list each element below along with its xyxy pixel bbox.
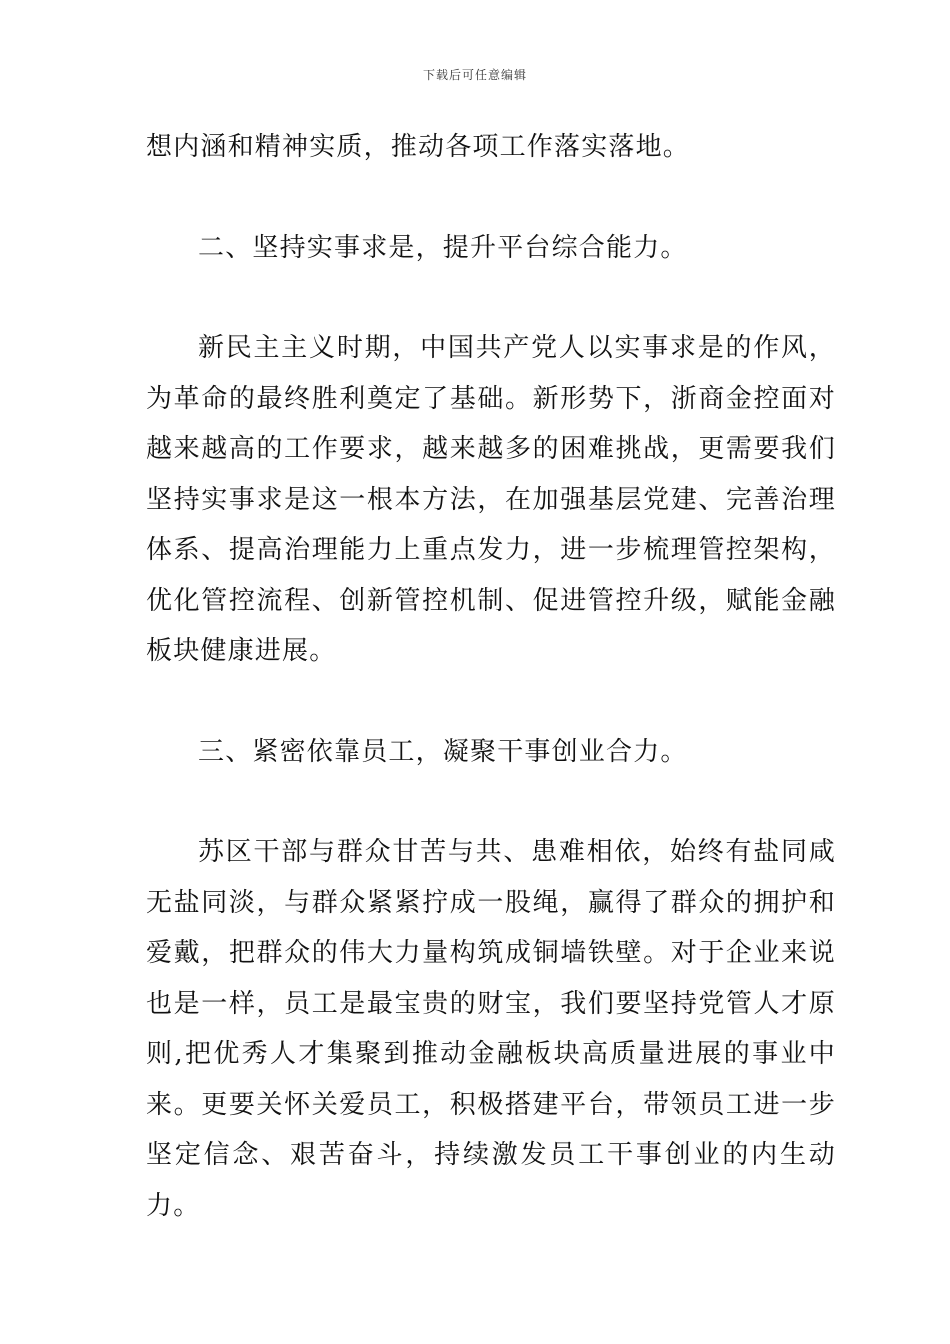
continued-paragraph: 想内涵和精神实质，推动各项工作落实落地。 [146, 132, 691, 162]
section-3-heading: 三、紧密依靠员工，凝聚干事创业合力。 [198, 736, 688, 767]
document-body [146, 122, 836, 1231]
section-2-heading: 二、坚持实事求是，提升平台综合能力。 [198, 232, 688, 263]
header-note: 下载后可任意编辑 [422, 68, 527, 82]
section-2-body: 新民主主义时期，中国共产党人以实事求是的作风，为革命的最终胜利奠定了基础。新形势下，浙商金控面对越来越高的工作要求，越来越多的困难挑战，更需要我们坚持实事求是这一根本方法，在加强基层党建、完善治理体系、提高治理能力上重点发力，进一步梳理管控架构，优化管控流程、创新管控机制、促进管控升级，赋能金融板块健康进展。 [146, 333, 836, 666]
paragraph-spacer [146, 777, 836, 827]
paragraph-spacer [146, 677, 836, 727]
section-3-body: 苏区干部与群众甘苦与共、患难相依，始终有盐同咸无盐同淡，与群众紧紧拧成一股绳，赢得了群众的拥护和爱戴，把群众的伟大力量构筑成铜墙铁壁。对于企业来说也是一样，员工是最宝贵的财宝，我们要坚持党管人才原则,把优秀人才集聚到推动金融板块高质量进展的事业中来。更要关怀关爱员工，积极搭建平台，带领员工进一步坚定信念、艰苦奋斗，持续激发员工干事创业的内生动力。 [146, 837, 836, 1221]
paragraph-spacer [146, 173, 836, 223]
paragraph-spacer [146, 273, 836, 323]
